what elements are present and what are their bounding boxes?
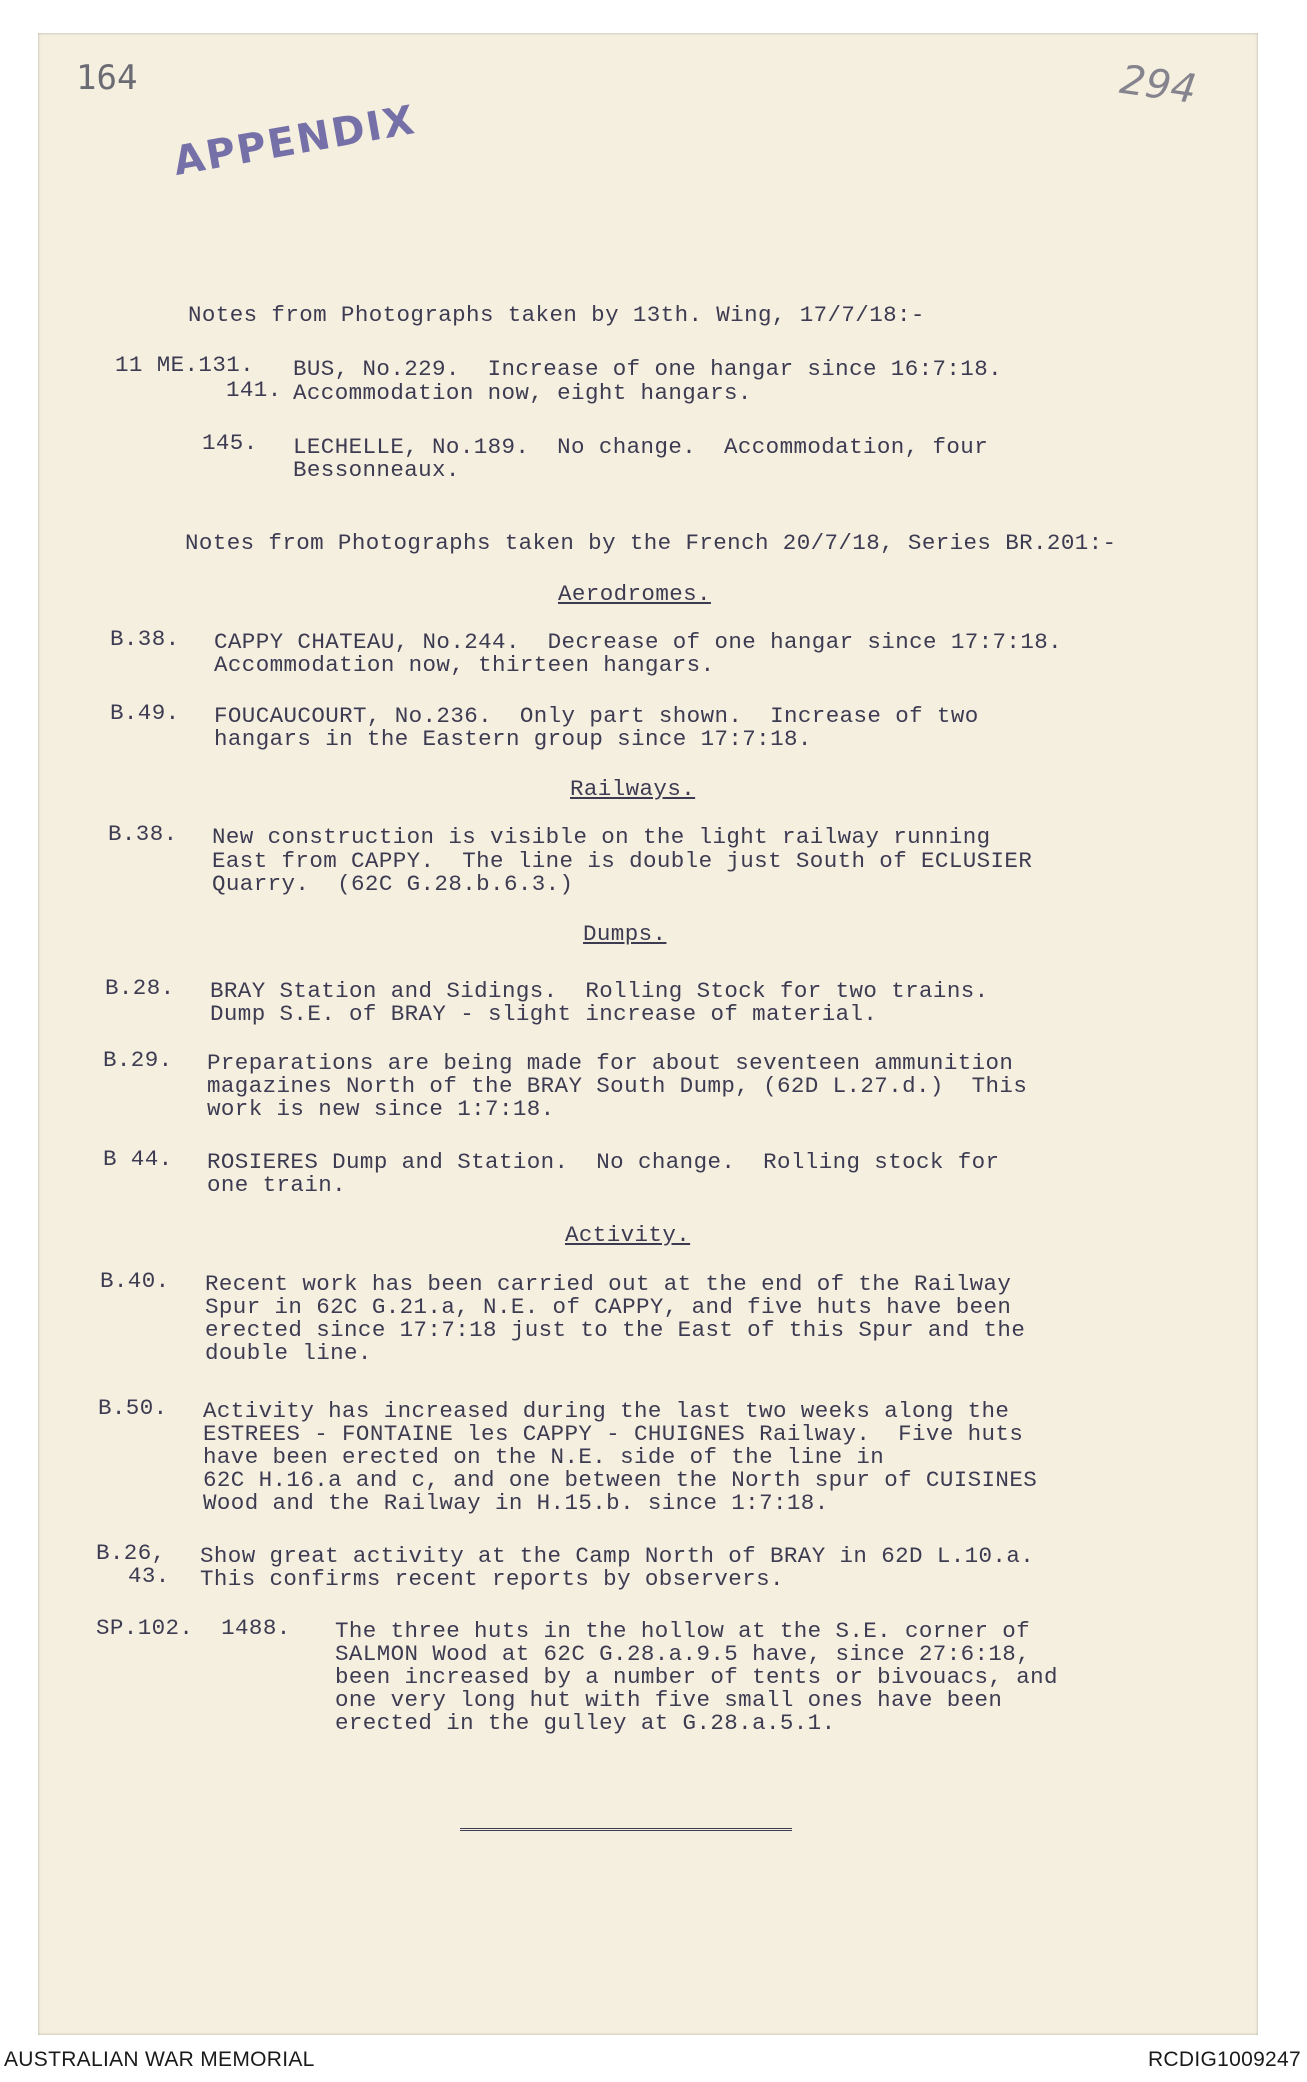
entry-text-b38b-1: New construction is visible on the light railway running bbox=[212, 824, 991, 850]
entry-text-sp102-3: been increased by a number of tents or bivouacs, and bbox=[335, 1664, 1058, 1690]
entry-text-b29-1: Preparations are being made for about seventeen ammunition bbox=[207, 1050, 1014, 1076]
entry-text-me131: BUS, No.229. Increase of one hangar since 16:7:18. bbox=[293, 356, 1003, 382]
entry-text-b49-2: hangars in the Eastern group since 17:7:18. bbox=[214, 726, 812, 752]
appendix-stamp: APPENDIX bbox=[169, 97, 420, 185]
entry-text-b44-1: ROSIERES Dump and Station. No change. Rolling stock for bbox=[207, 1149, 1000, 1175]
entry-text-sp102-1: The three huts in the hollow at the S.E. corner of bbox=[335, 1618, 1031, 1644]
entry-text-b28-2: Dump S.E. of BRAY - slight increase of material. bbox=[210, 1001, 878, 1027]
entry-text-sp102-5: erected in the gulley at G.28.a.5.1. bbox=[335, 1710, 836, 1736]
entry-text-me141: Accommodation now, eight hangars. bbox=[293, 380, 752, 406]
entry-ref-sp102: SP.102. 1488. bbox=[96, 1615, 291, 1641]
heading-dumps: Dumps. bbox=[583, 921, 667, 947]
heading-aerodromes: Aerodromes. bbox=[558, 581, 711, 607]
entry-text-b28-1: BRAY Station and Sidings. Rolling Stock for two trains. bbox=[210, 978, 989, 1004]
entry-text-me145-1: LECHELLE, No.189. No change. Accommodation, four bbox=[293, 434, 989, 460]
page-number-handwritten: 294 bbox=[1117, 56, 1200, 114]
entry-text-b26-1: Show great activity at the Camp North of BRAY in 62D L.10.a. bbox=[200, 1543, 1035, 1569]
entry-ref-b29: B.29. bbox=[103, 1047, 173, 1073]
footer-catalogue-id: RCDIG1009247 bbox=[1147, 2048, 1301, 2071]
heading-railways: Railways. bbox=[570, 776, 696, 802]
entry-text-b50-1: Activity has increased during the last two weeks along the bbox=[203, 1398, 1010, 1424]
entry-text-b38a-2: Accommodation now, thirteen hangars. bbox=[214, 652, 715, 678]
entry-text-b50-2: ESTREES - FONTAINE les CAPPY - CHUIGNES Railway. Five huts bbox=[203, 1421, 1024, 1447]
entry-text-b40-1: Recent work has been carried out at the end of the Railway bbox=[205, 1271, 1012, 1297]
closing-rule bbox=[460, 1828, 792, 1831]
entry-text-b50-5: Wood and the Railway in H.15.b. since 1:7:18. bbox=[203, 1490, 829, 1516]
entry-ref-b26: B.26, bbox=[96, 1540, 166, 1566]
intro-french: Notes from Photographs taken by the French 20/7/18, Series BR.201:- bbox=[185, 530, 1117, 556]
entry-text-b40-2: Spur in 62C G.21.a, N.E. of CAPPY, and five huts have been bbox=[205, 1294, 1012, 1320]
entry-text-b38a-1: CAPPY CHATEAU, No.244. Decrease of one hangar since 17:7:18. bbox=[214, 629, 1063, 655]
entry-text-b29-3: work is new since 1:7:18. bbox=[207, 1096, 555, 1122]
heading-activity: Activity. bbox=[565, 1222, 691, 1248]
entry-ref-b38a: B.38. bbox=[110, 626, 180, 652]
intro-13th-wing: Notes from Photographs taken by 13th. Wing, 17/7/18:- bbox=[188, 302, 925, 328]
entry-ref-me145: 145. bbox=[202, 430, 258, 456]
entry-text-b40-4: double line. bbox=[205, 1340, 372, 1366]
entry-text-sp102-4: one very long hut with five small ones have been bbox=[335, 1687, 1003, 1713]
entry-text-b49-1: FOUCAUCOURT, No.236. Only part shown. Increase of two bbox=[214, 703, 979, 729]
folio-number: 164 bbox=[76, 58, 138, 98]
entry-ref-me141: 141. bbox=[226, 377, 282, 403]
footer-institution: AUSTRALIAN WAR MEMORIAL bbox=[4, 2048, 315, 2071]
entry-ref-b38b: B.38. bbox=[108, 821, 178, 847]
entry-text-me145-2: Bessonneaux. bbox=[293, 457, 460, 483]
entry-text-b50-4: 62C H.16.a and c, and one between the North spur of CUISINES bbox=[203, 1467, 1038, 1493]
entry-text-b38b-2: East from CAPPY. The line is double just South of ECLUSIER bbox=[212, 848, 1033, 874]
entry-ref-b40: B.40. bbox=[100, 1268, 170, 1294]
entry-text-b26-2: This confirms recent reports by observers. bbox=[200, 1566, 784, 1592]
entry-ref-b26-43: 43. bbox=[128, 1563, 170, 1589]
entry-ref-b28: B.28. bbox=[105, 975, 175, 1001]
entry-text-b50-3: have been erected on the N.E. side of the line in bbox=[203, 1444, 885, 1470]
entry-text-b38b-3: Quarry. (62C G.28.b.6.3.) bbox=[212, 871, 574, 897]
entry-text-sp102-2: SALMON Wood at 62C G.28.a.9.5 have, since 27:6:18, bbox=[335, 1641, 1031, 1667]
entry-ref-b50: B.50. bbox=[98, 1395, 168, 1421]
entry-text-b29-2: magazines North of the BRAY South Dump, (62D L.27.d.) This bbox=[207, 1073, 1028, 1099]
entry-text-b40-3: erected since 17:7:18 just to the East of this Spur and the bbox=[205, 1317, 1026, 1343]
entry-ref-me131: 11 ME.131. bbox=[115, 352, 255, 378]
entry-ref-b44: B 44. bbox=[103, 1146, 173, 1172]
entry-text-b44-2: one train. bbox=[207, 1172, 347, 1198]
entry-ref-b49: B.49. bbox=[110, 700, 180, 726]
